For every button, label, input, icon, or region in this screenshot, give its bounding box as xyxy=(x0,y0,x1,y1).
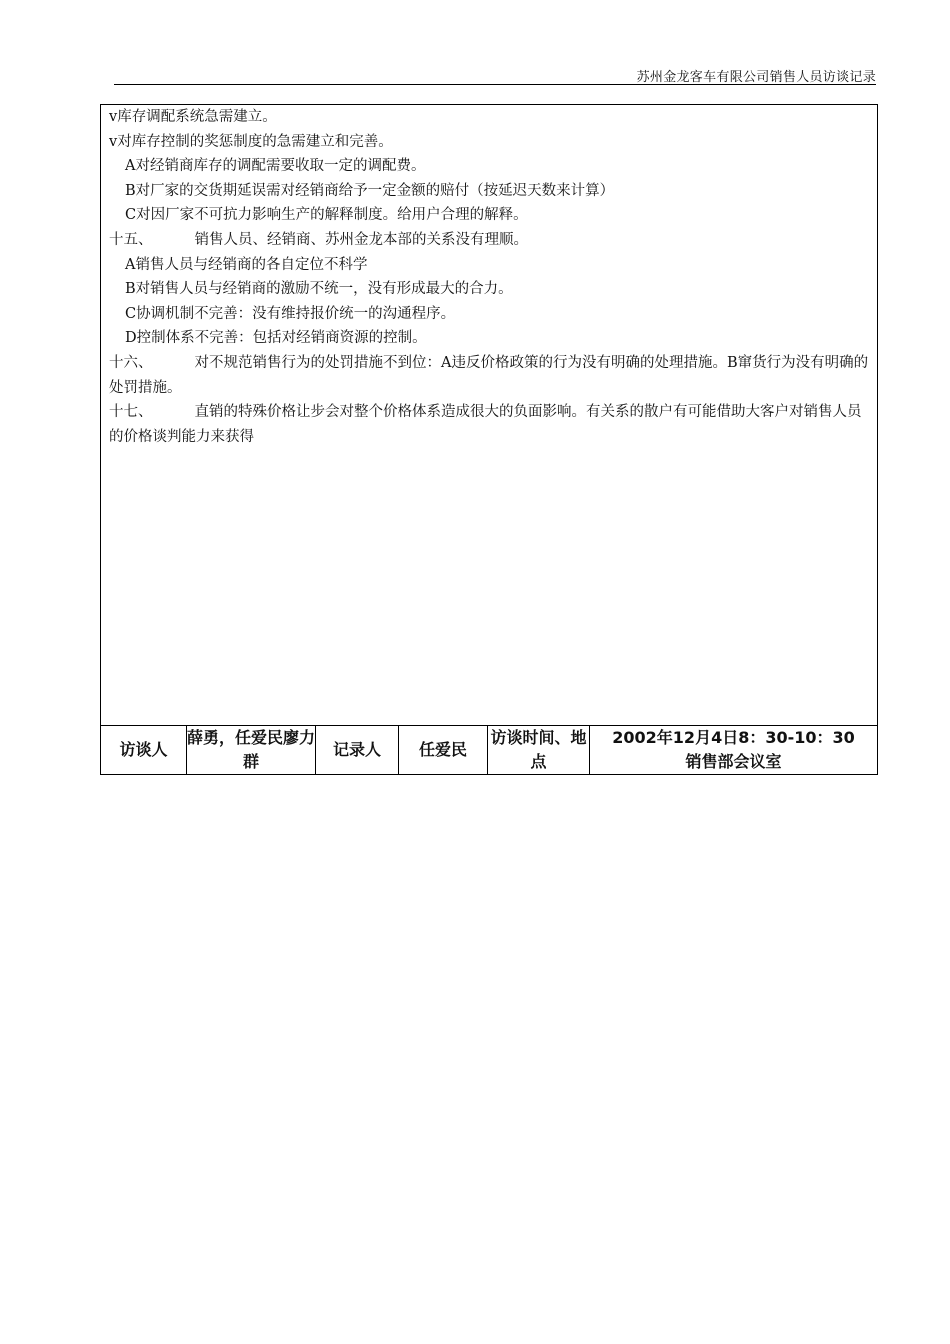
content-numbered-line xyxy=(109,351,869,400)
header-rule xyxy=(114,84,876,85)
content-line: A对经销商库存的调配需要收取一定的调配费。 xyxy=(125,158,426,175)
interview-record-table xyxy=(100,104,878,775)
content-numbered-line xyxy=(109,400,869,449)
item-number: 十七、 xyxy=(109,404,153,421)
item-text: 直销的特殊价格让步会对整个价格体系造成很大的负面影响。有关系的散户有可能借助大客户对销售人员的价格谈判能力来获得 xyxy=(109,404,862,445)
content-line: C对因厂家不可抗力影响生产的解释制度。给用户合理的解释。 xyxy=(125,207,528,224)
recorder-value: 任爱民 xyxy=(399,726,488,775)
record-footer-row xyxy=(101,726,878,775)
page-header-title: 苏州金龙客车有限公司销售人员访谈记录 xyxy=(636,70,876,85)
content-line: v库存调配系统急需建立。 xyxy=(109,109,277,125)
time-place-label xyxy=(488,726,590,775)
time-place-value xyxy=(590,726,878,775)
content-line: v对库存控制的奖惩制度的急需建立和完善。 xyxy=(109,133,393,150)
item-number: 十五、 xyxy=(109,231,153,248)
item-text: 对不规范销售行为的处罚措施不到位：A违反价格政策的行为没有明确的处理措施。B窜货行为没有明确的处罚措施。 xyxy=(109,354,869,396)
record-content xyxy=(101,105,877,449)
content-line: D控制体系不完善：包括对经销商资源的控制。 xyxy=(125,330,427,347)
interviewer-label: 访谈人 xyxy=(101,726,187,775)
interview-time: 2002年12月4日8：30-10：30 xyxy=(612,728,855,747)
content-line: A销售人员与经销商的各自定位不科学 xyxy=(125,256,368,273)
recorder-label: 记录人 xyxy=(316,726,399,775)
item-text: 销售人员、经销商、苏州金龙本部的关系没有理顺。 xyxy=(194,231,528,248)
content-line: B对厂家的交货期延误需对经销商给予一定金额的赔付（按延迟天数来计算） xyxy=(125,182,615,199)
content-line: B对销售人员与经销商的激励不统一，没有形成最大的合力。 xyxy=(125,281,513,298)
interview-place: 销售部会议室 xyxy=(685,752,782,771)
interviewer-value: 薛勇，任爱民廖力群 xyxy=(187,726,316,775)
record-content-cell xyxy=(101,105,878,726)
content-numbered-line xyxy=(109,228,869,253)
content-line: C协调机制不完善：没有维持报价统一的沟通程序。 xyxy=(125,305,456,322)
time-place-label-text: 访谈时间、地点 xyxy=(490,728,587,771)
item-number: 十六、 xyxy=(109,354,153,371)
